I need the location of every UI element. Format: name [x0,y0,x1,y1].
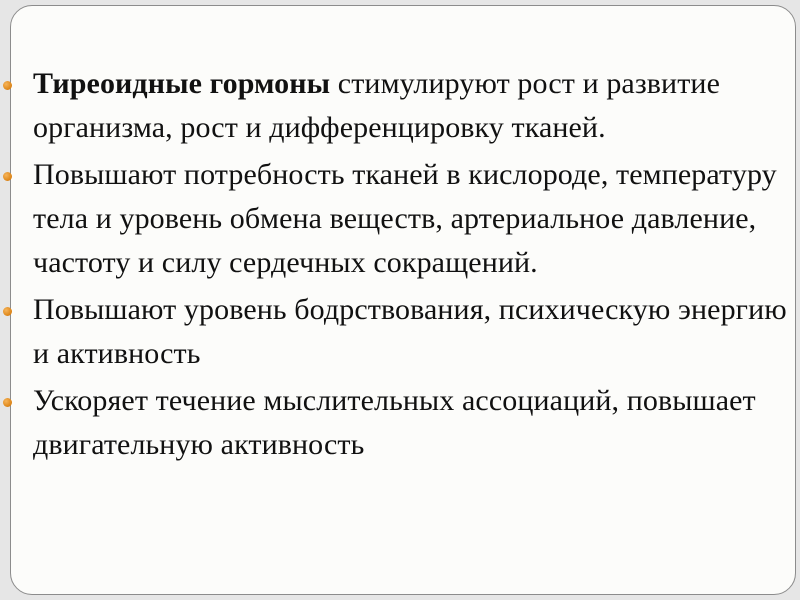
bullet-item-associations [0,379,790,467]
bullet-dot-icon [3,172,12,181]
bullet-text: стимулируют рост и развитие организма, рост и дифференцировку тканей. [33,67,720,144]
bullet-text: Ускоряет течение мыслительных ассоциаций, повышает двигательную активность [33,384,756,461]
bullet-dot-icon [3,398,12,407]
bullet-list [0,62,790,470]
bullet-text: Повышают уровень бодрствования, психическую энергию и активность [33,293,787,370]
bullet-item-hormones [0,62,790,150]
bullet-item-oxygen [0,153,790,285]
bullet-dot-icon [3,307,12,316]
bullet-bold-term: Тиреоидные гормоны [33,67,331,100]
bullet-item-wakefulness [0,288,790,376]
bullet-text: Повышают потребность тканей в кислороде, температуру тела и уровень обмена веществ, артериальное давление, частоту и силу сердечных сокращений. [33,158,777,279]
bullet-dot-icon [3,81,12,90]
